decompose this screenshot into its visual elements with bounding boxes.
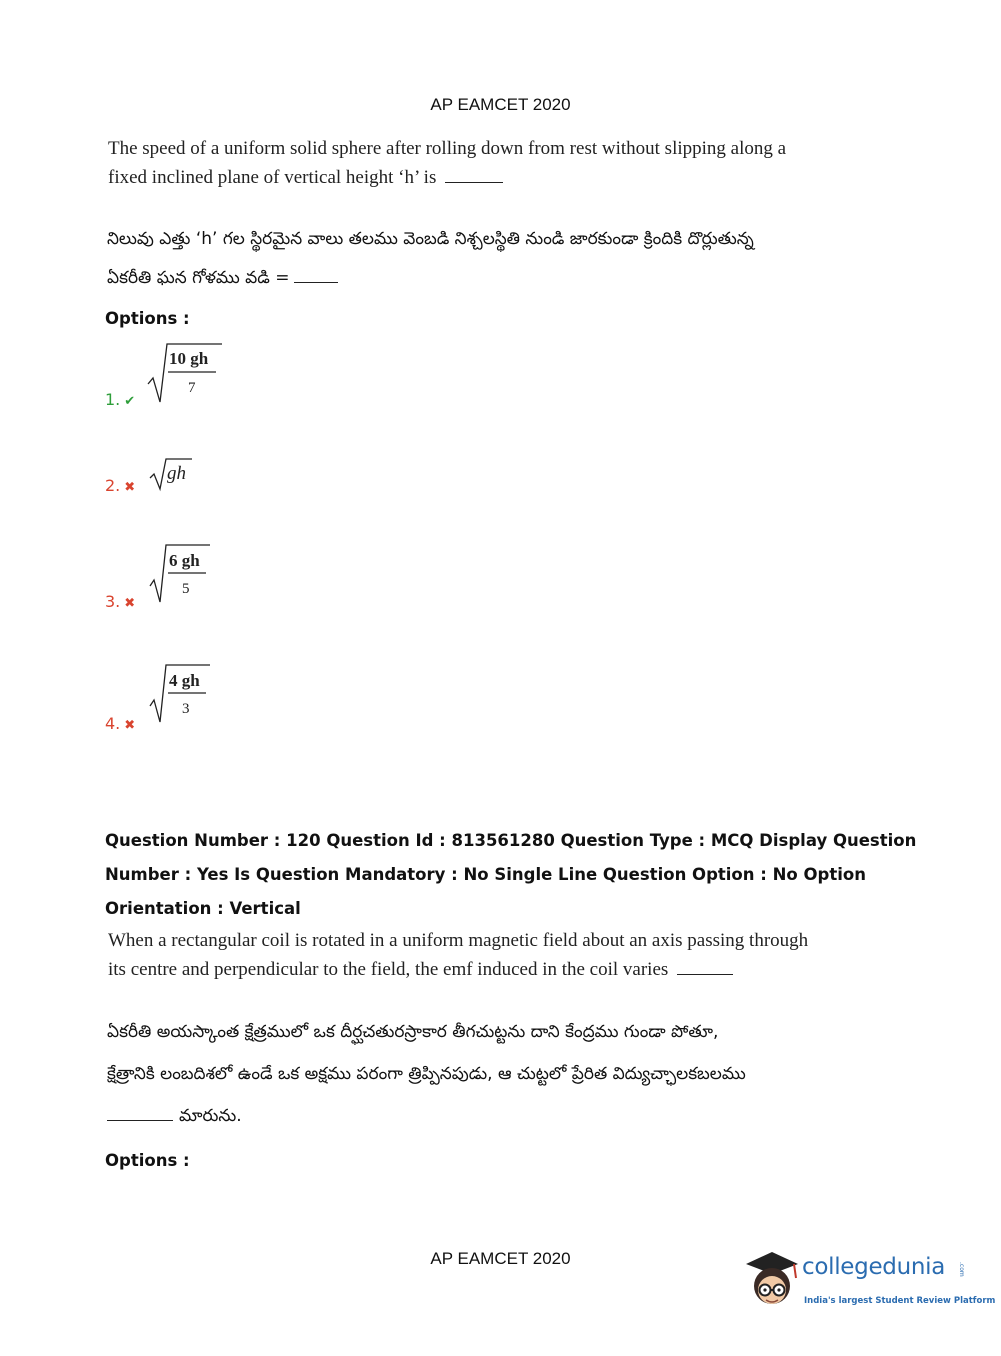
question1-english-text: fixed inclined plane of vertical height ‘h’ is bbox=[108, 167, 437, 188]
option-1-number bbox=[105, 390, 135, 409]
logo-wordmark: collegedunia bbox=[802, 1254, 946, 1280]
answer-blank bbox=[445, 181, 503, 183]
question-meta-line2: Number : Yes Is Question Mandatory : No Single Line Question Option : No Option bbox=[105, 865, 866, 884]
question1-telugu-line1: నిలువు ఎత్తు ‘h’ గల స్థిరమైన వాలు తలము వెంబడి నిశ్చలస్థితి నుండి జారకుండా క్రిందికి దొర్లుతున్న bbox=[107, 229, 754, 249]
answer-blank bbox=[677, 973, 733, 975]
option-number-text: 1. bbox=[105, 390, 121, 409]
option-2-formula bbox=[148, 456, 198, 492]
answer-blank bbox=[107, 1119, 173, 1121]
check-icon: ✔ bbox=[124, 394, 136, 409]
option-3-number bbox=[105, 592, 135, 611]
option-number-text: 3. bbox=[105, 592, 121, 611]
logo-tagline: India's largest Student Review Platform bbox=[804, 1296, 996, 1306]
option-number-text: 4. bbox=[105, 714, 121, 733]
cross-icon: ✖ bbox=[124, 480, 136, 495]
question2-telugu-text: మారును. bbox=[179, 1106, 242, 1126]
mascot-icon bbox=[742, 1248, 804, 1314]
question2-telugu-line3 bbox=[107, 1106, 242, 1130]
option-1-formula bbox=[146, 340, 226, 406]
option-4-number bbox=[105, 714, 135, 733]
collegedunia-logo bbox=[742, 1248, 996, 1318]
option-3-denominator: 5 bbox=[182, 581, 190, 597]
page-header-title: AP EAMCET 2020 bbox=[430, 95, 571, 114]
option-3-formula bbox=[148, 542, 218, 606]
question1-telugu-line2 bbox=[107, 268, 338, 292]
options-label: Options : bbox=[105, 309, 190, 328]
option-2-expression: gh bbox=[167, 463, 186, 484]
option-4-numerator: 4 gh bbox=[169, 671, 200, 690]
page-footer-title: AP EAMCET 2020 bbox=[430, 1249, 571, 1268]
question2-telugu-line2: క్షేత్రానికి లంబదిశలో ఉండే ఒక అక్షము పరంగా త్రిప్పినపుడు, ఆ చుట్టలో ప్రేరిత విద్యుచ్ఛాలకబలము bbox=[107, 1064, 746, 1084]
question2-english-line2 bbox=[108, 955, 733, 985]
option-1-numerator: 10 gh bbox=[169, 349, 209, 368]
question2-english-line1: When a rectangular coil is rotated in a uniform magnetic field about an axis passing through bbox=[108, 930, 809, 951]
option-2-number bbox=[105, 476, 135, 495]
logo-domain: .com bbox=[958, 1262, 965, 1277]
question1-english-line2 bbox=[108, 163, 503, 193]
question-meta-line1: Question Number : 120 Question Id : 813561280 Question Type : MCQ Display Question bbox=[105, 831, 917, 850]
answer-blank bbox=[294, 281, 338, 283]
cross-icon: ✖ bbox=[124, 596, 136, 611]
question1-telugu-text: ఏకరీతి ఘన గోళము వడి = bbox=[107, 268, 290, 288]
option-4-formula bbox=[148, 662, 218, 726]
question1-english-line1: The speed of a uniform solid sphere after rolling down from rest without slipping along a bbox=[108, 138, 787, 159]
option-3-numerator: 6 gh bbox=[169, 551, 200, 570]
cross-icon: ✖ bbox=[124, 718, 136, 733]
question2-telugu-line1: ఏకరీతి అయస్కాంత క్షేత్రములో ఒక దీర్ఘచతురస్రాకార తీగచుట్టను దాని కేంద్రము గుండా పోతూ, bbox=[107, 1022, 719, 1042]
option-number-text: 2. bbox=[105, 476, 121, 495]
option-4-denominator: 3 bbox=[182, 701, 190, 717]
question2-english-text: its centre and perpendicular to the field, the emf induced in the coil varies bbox=[108, 959, 669, 980]
options-label: Options : bbox=[105, 1151, 190, 1170]
question-meta-line3: Orientation : Vertical bbox=[105, 899, 301, 918]
option-1-denominator: 7 bbox=[188, 380, 196, 396]
